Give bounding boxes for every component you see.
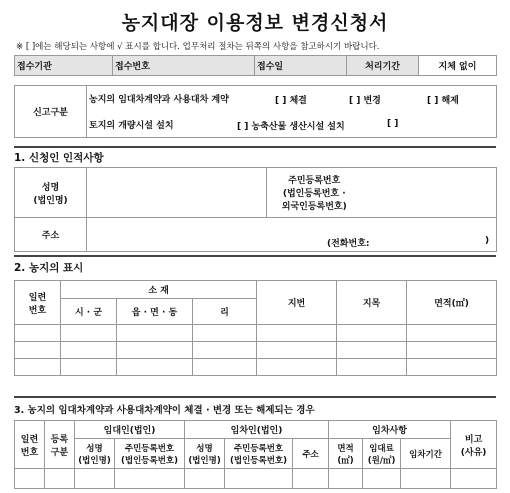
farmland-ri-header: 리 <box>193 299 257 325</box>
receipt-number-label: 접수번호 <box>113 56 255 76</box>
farmland-row[interactable] <box>15 359 61 376</box>
lease-period-header: 임차기간 <box>401 439 451 469</box>
form-title: 농지대장 이용정보 변경신청서 <box>121 12 389 34</box>
section3-heading: 3. 농지의 임대차계약과 사용대차계약이 체결 · 변경 또는 해제되는 경우 <box>14 405 315 416</box>
receipt-date-label: 접수일 <box>255 56 347 76</box>
section3-top-rule <box>14 396 496 398</box>
applicant-address-label: 주소 <box>15 218 87 252</box>
phone-label: (전화번호: <box>327 239 370 249</box>
lease-registration-header: 등록 구분 <box>45 421 75 469</box>
land-improvement-item: 토지의 개량시설 설치 <box>89 120 174 131</box>
report-type-table <box>14 85 497 138</box>
receipt-office-label: 접수기관 <box>15 56 113 76</box>
lessor-header: 임대인(법인) <box>75 421 185 439</box>
applicant-table <box>14 167 497 252</box>
lease-items-header: 임차사항 <box>329 421 451 439</box>
section1-heading: 1. 신청인 인적사항 <box>14 152 104 164</box>
farmland-area-header: 면적(㎡) <box>407 281 497 325</box>
report-type-row-lease <box>87 86 497 112</box>
remarks-header: 비고 (사유) <box>451 421 497 469</box>
lease-terminate-checkbox[interactable]: [ ] 해제 <box>427 96 459 106</box>
report-type-row-facility <box>87 112 497 138</box>
farmland-lot-header: 지번 <box>257 281 337 325</box>
lease-change-checkbox[interactable]: [ ] 변경 <box>349 96 381 106</box>
receipt-table <box>14 55 497 76</box>
applicant-name-field[interactable] <box>87 168 267 218</box>
farmland-eup-myeon-header: 읍 · 면 · 동 <box>117 299 193 325</box>
lessor-rrn-header: 주민등록번호 (법인등록번호) <box>115 439 185 469</box>
processing-period-value: 지체 없이 <box>419 56 497 76</box>
farmland-table <box>14 280 497 376</box>
lessor-name-header: 성명 (법인명) <box>75 439 115 469</box>
applicant-address-field[interactable] <box>87 218 497 252</box>
lease-serial-header: 일련 번호 <box>15 421 45 469</box>
applicant-id-label: 주민등록번호 (법인등록번호 · 외국인등록번호) <box>267 168 362 218</box>
lease-area-header: 면적 (㎡) <box>329 439 363 469</box>
section1-top-rule <box>14 146 496 148</box>
lease-conclude-checkbox[interactable]: [ ] 체결 <box>275 96 307 106</box>
lease-rent-header: 임대료 (원/㎡) <box>363 439 401 469</box>
lessee-address-header: 주소 <box>293 439 329 469</box>
lease-table <box>14 420 497 489</box>
lease-contract-item: 농지의 임대차계약과 사용대차 계약 <box>89 95 229 106</box>
lessee-rrn-header: 주민등록번호 (법인등록번호) <box>225 439 293 469</box>
production-facility-checkbox[interactable]: [ ] <box>387 118 399 129</box>
phone-close: ) <box>485 236 490 246</box>
farmland-serial-header: 일련 번호 <box>15 281 61 325</box>
farmland-category-header: 지목 <box>337 281 407 325</box>
applicant-name-label: 성명 (법인명) <box>15 168 87 218</box>
section2-heading: 2. 농지의 표시 <box>14 262 84 274</box>
report-type-label: 신고구분 <box>15 86 87 138</box>
lease-row[interactable] <box>15 469 45 489</box>
processing-period-label: 처리기간 <box>347 56 419 76</box>
form-note: ※ [ ]에는 해당되는 사항에 √ 표시를 합니다. 업무처리 절차는 뒤쪽의 사항을 참고하시기 바랍니다. <box>16 42 380 52</box>
farmland-row[interactable] <box>15 342 61 359</box>
applicant-id-field[interactable] <box>362 168 497 218</box>
lessee-name-header: 성명 (법인명) <box>185 439 225 469</box>
farmland-si-gun-header: 시 · 군 <box>61 299 117 325</box>
lessee-header: 임차인(법인) <box>185 421 329 439</box>
facility-install-checkbox[interactable]: [ ] 농축산물 생산시설 설치 <box>237 121 345 132</box>
section2-top-rule <box>14 255 496 257</box>
farmland-location-header: 소 재 <box>61 281 257 299</box>
farmland-row[interactable] <box>15 325 61 342</box>
